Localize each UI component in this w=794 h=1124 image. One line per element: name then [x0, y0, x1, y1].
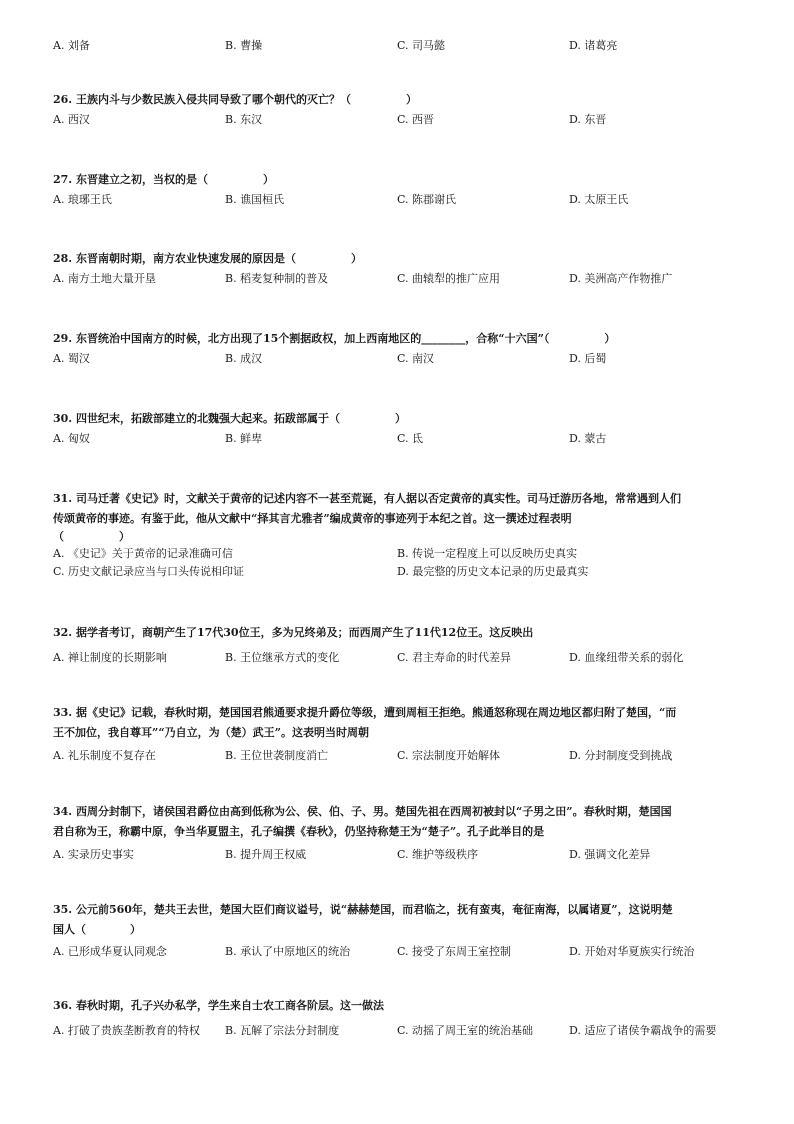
- question-stem-line-2: 传颂黄帝的事迹。有鉴于此，他从文献中“择其言尤雅者”编成黄帝的事迹列于本纪之首。这一撰述过程表明: [53, 512, 572, 525]
- question-stem-line-2: 君自称为王，称霸中原，争当华夏盟主，孔子编撰《春秋》，仍坚持称楚王为“楚子”。孔子此举目的是: [53, 825, 545, 838]
- options-row: [53, 648, 743, 668]
- question-33: [53, 703, 743, 766]
- option-b[interactable]: B. 鲜卑: [225, 432, 263, 445]
- question-stem: 36. 春秋时期，孔子兴办私学，学生来自士农工商各阶层。这一做法: [53, 999, 384, 1012]
- question-stem-line-1: 31. 司马迁著《史记》时，文献关于黄帝的记述内容不一甚至荒诞，有人据以否定黄帝的真实性。司马迁游历各地，常常遇到人们: [53, 492, 681, 505]
- option-d[interactable]: D. 美洲高产作物推广: [569, 272, 673, 285]
- question-31: [53, 489, 743, 581]
- option-c[interactable]: C. 氐: [397, 432, 424, 445]
- option-d[interactable]: D. 东晋: [569, 113, 607, 126]
- question-stem-line-2: 王不加位，我自尊耳”“乃自立，为（楚）武王”。这表明当时周朝: [53, 726, 369, 739]
- options-row: [53, 746, 743, 766]
- option-b[interactable]: B. 承认了中原地区的统治: [225, 945, 351, 958]
- option-d[interactable]: D. 开始对华夏族实行统治: [569, 945, 695, 958]
- option-d[interactable]: D. 诸葛亮: [569, 39, 618, 52]
- question-32: [53, 623, 743, 668]
- option-a[interactable]: A. 已形成华夏认同观念: [53, 945, 167, 958]
- option-b[interactable]: B. 谯国桓氏: [225, 193, 285, 206]
- options-row: [53, 349, 743, 369]
- question-36: [53, 996, 743, 1041]
- option-b[interactable]: B. 成汉: [225, 352, 263, 365]
- option-a[interactable]: A. 琅琊王氏: [53, 193, 112, 206]
- question-29: [53, 329, 743, 369]
- options-row: [53, 36, 743, 56]
- option-b[interactable]: B. 稻麦复种制的普及: [225, 272, 329, 285]
- question-stem-line-3: （ ）: [53, 530, 130, 543]
- question-27: [53, 170, 743, 210]
- question-35: [53, 900, 743, 962]
- option-c[interactable]: C. 接受了东周王室控制: [397, 945, 512, 958]
- question-stem-line-2: 国人（ ）: [53, 923, 141, 936]
- option-d[interactable]: D. 最完整的历史文本记录的历史最真实: [397, 565, 589, 578]
- option-a[interactable]: A. 匈奴: [53, 432, 90, 445]
- options-row: [53, 269, 743, 289]
- option-d[interactable]: D. 分封制度受到挑战: [569, 749, 673, 762]
- option-d[interactable]: D. 蒙古: [569, 432, 607, 445]
- option-b[interactable]: B. 曹操: [225, 39, 263, 52]
- question-stem-line-1: 35. 公元前560年，楚共王去世，楚国大臣们商议谥号，说“赫赫楚国，而君临之，抚有蛮夷，奄征南海，以属诸夏”，这说明楚: [53, 903, 673, 916]
- options-row: [53, 110, 743, 130]
- option-c[interactable]: C. 司马懿: [397, 39, 446, 52]
- option-a[interactable]: A. 西汉: [53, 113, 90, 126]
- option-c[interactable]: C. 维护等级秩序: [397, 848, 479, 861]
- option-c[interactable]: C. 陈郡谢氏: [397, 193, 457, 206]
- option-b[interactable]: B. 瓦解了宗法分封制度: [225, 1024, 340, 1037]
- option-a[interactable]: A. 刘备: [53, 39, 90, 52]
- option-d[interactable]: D. 强调文化差异: [569, 848, 651, 861]
- question-stem-line-1: 33. 据《史记》记载，春秋时期，楚国国君熊通要求提升爵位等级，遭到周桓王拒绝。熊通怒称现在周边地区都归附了楚国，“而: [53, 706, 677, 719]
- option-d[interactable]: D. 太原王氏: [569, 193, 629, 206]
- option-a[interactable]: A. 礼乐制度不复存在: [53, 749, 156, 762]
- option-b[interactable]: B. 东汉: [225, 113, 263, 126]
- option-a[interactable]: A. 打破了贵族垄断教育的特权: [53, 1024, 200, 1037]
- question-stem-line-1: 34. 西周分封制下，诸侯国君爵位由高到低称为公、侯、伯、子、男。楚国先祖在西周初被封以“子男之田”。春秋时期，楚国国: [53, 805, 672, 818]
- question-28: [53, 249, 743, 289]
- option-c[interactable]: C. 宗法制度开始解体: [397, 749, 501, 762]
- question-stem: 28. 东晋南朝时期，南方农业快速发展的原因是（ ）: [53, 252, 362, 265]
- options-row-1: [53, 545, 743, 563]
- option-a[interactable]: A. 实录历史事实: [53, 848, 134, 861]
- option-a[interactable]: A. 禅让制度的长期影响: [53, 651, 167, 664]
- question-stem: 27. 东晋建立之初，当权的是（ ）: [53, 173, 274, 186]
- option-a[interactable]: A. 南方土地大量开垦: [53, 272, 156, 285]
- question-stem: 29. 东晋统治中国南方的时候，北方出现了15个割据政权，加上西南地区的________，合称“十六国”（ ）: [53, 332, 616, 345]
- question-stem: 26. 王族内斗与少数民族入侵共同导致了哪个朝代的灭亡？（ ）: [53, 93, 417, 106]
- option-b[interactable]: B. 王位继承方式的变化: [225, 651, 340, 664]
- option-c[interactable]: C. 曲辕犁的推广应用: [397, 272, 501, 285]
- options-row: [53, 429, 743, 449]
- option-b[interactable]: B. 传说一定程度上可以反映历史真实: [397, 547, 578, 560]
- option-c[interactable]: C. 君主寿命的时代差异: [397, 651, 512, 664]
- option-d[interactable]: D. 适应了诸侯争霸战争的需要: [569, 1024, 717, 1037]
- options-row: [53, 942, 743, 962]
- options-row-2: [53, 563, 743, 581]
- options-row: [53, 190, 743, 210]
- option-d[interactable]: D. 后蜀: [569, 352, 607, 365]
- option-a[interactable]: A. 蜀汉: [53, 352, 90, 365]
- question-stem: 30. 四世纪末，拓跋部建立的北魏强大起来。拓跋部属于（ ）: [53, 412, 406, 425]
- question-34: [53, 802, 743, 865]
- option-b[interactable]: B. 王位世袭制度消亡: [225, 749, 329, 762]
- option-c[interactable]: C. 历史文献记录应当与口头传说相印证: [53, 565, 245, 578]
- question-26: [53, 90, 743, 130]
- question-25: [53, 36, 743, 56]
- option-c[interactable]: C. 动摇了周王室的统治基础: [397, 1024, 534, 1037]
- option-b[interactable]: B. 提升周王权威: [225, 848, 307, 861]
- options-row: [53, 1021, 743, 1041]
- question-stem: 32. 据学者考订，商朝产生了17代30位王，多为兄终弟及；而西周产生了11代12位王。这反映出: [53, 626, 534, 639]
- option-c[interactable]: C. 西晋: [397, 113, 435, 126]
- option-c[interactable]: C. 南汉: [397, 352, 435, 365]
- question-30: [53, 409, 743, 449]
- option-d[interactable]: D. 血缘纽带关系的弱化: [569, 651, 684, 664]
- option-a[interactable]: A. 《史记》关于黄帝的记录准确可信: [53, 547, 233, 560]
- options-row: [53, 845, 743, 865]
